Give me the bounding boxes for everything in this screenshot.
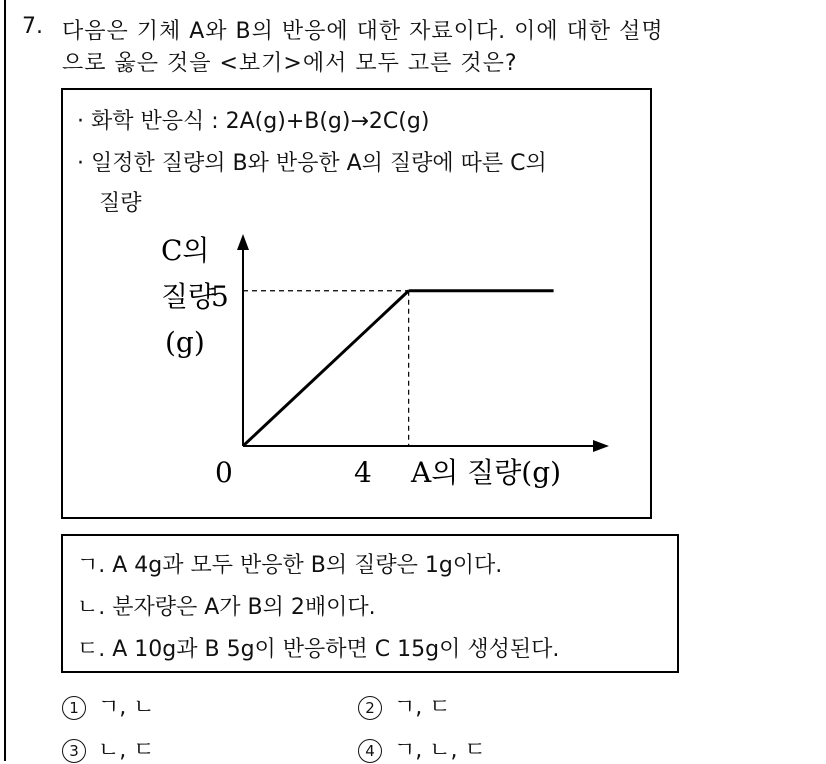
mass-chart bbox=[63, 90, 650, 517]
bogi-box bbox=[61, 534, 679, 673]
bogi-item-3: ㄷ. A 10g과 B 5g이 반응하면 C 15g이 생성된다. bbox=[77, 637, 560, 662]
choice-1[interactable] bbox=[62, 690, 155, 721]
series-group bbox=[243, 291, 554, 446]
x-tick-label: 4 bbox=[354, 456, 372, 489]
data-box bbox=[61, 88, 652, 519]
graph-description-cont: 질량 bbox=[99, 191, 142, 216]
y-axis-label-3: (g) bbox=[165, 326, 205, 359]
choice-number: 1 bbox=[62, 696, 86, 720]
choice-text: ㄴ, ㄷ bbox=[98, 738, 155, 763]
y-axis-arrow bbox=[237, 234, 249, 250]
bogi-item-2: ㄴ. 분자량은 A가 B의 2배이다. bbox=[77, 595, 376, 620]
left-margin-rule bbox=[4, 0, 6, 761]
question-line-1: 다음은 기체 A와 B의 반응에 대한 자료이다. 이에 대한 설명 bbox=[62, 19, 664, 44]
choice-text: ㄱ, ㄴ bbox=[98, 695, 155, 720]
question-number: 7. bbox=[22, 14, 43, 39]
reaction-equation: · 화학 반응식 : 2A(g)+B(g)→2C(g) bbox=[77, 109, 430, 134]
question-line-2: 으로 옳은 것을 <보기>에서 모두 고른 것은? bbox=[62, 51, 518, 76]
series-segment-1 bbox=[243, 291, 409, 446]
x-axis-arrow bbox=[593, 440, 609, 452]
y-axis-label-1: C의 bbox=[161, 234, 210, 267]
y-tick-label: 5 bbox=[211, 280, 229, 313]
graph-description: · 일정한 질량의 B와 반응한 A의 질량에 따른 C의 bbox=[77, 151, 547, 176]
choice-2[interactable] bbox=[358, 690, 451, 721]
choice-number: 3 bbox=[62, 739, 86, 763]
origin-label: 0 bbox=[215, 456, 233, 489]
choice-text: ㄱ, ㄴ, ㄷ bbox=[394, 738, 486, 763]
x-axis-label: A의 질량(g) bbox=[411, 456, 562, 489]
choice-text: ㄱ, ㄷ bbox=[394, 695, 451, 720]
choice-4[interactable] bbox=[358, 733, 486, 764]
choice-number: 2 bbox=[358, 696, 382, 720]
choice-3[interactable] bbox=[62, 733, 155, 764]
bogi-item-1: ㄱ. A 4g과 모두 반응한 B의 질량은 1g이다. bbox=[77, 553, 503, 578]
choice-number: 4 bbox=[358, 739, 382, 763]
y-axis-label-2: 질량 bbox=[161, 280, 216, 313]
